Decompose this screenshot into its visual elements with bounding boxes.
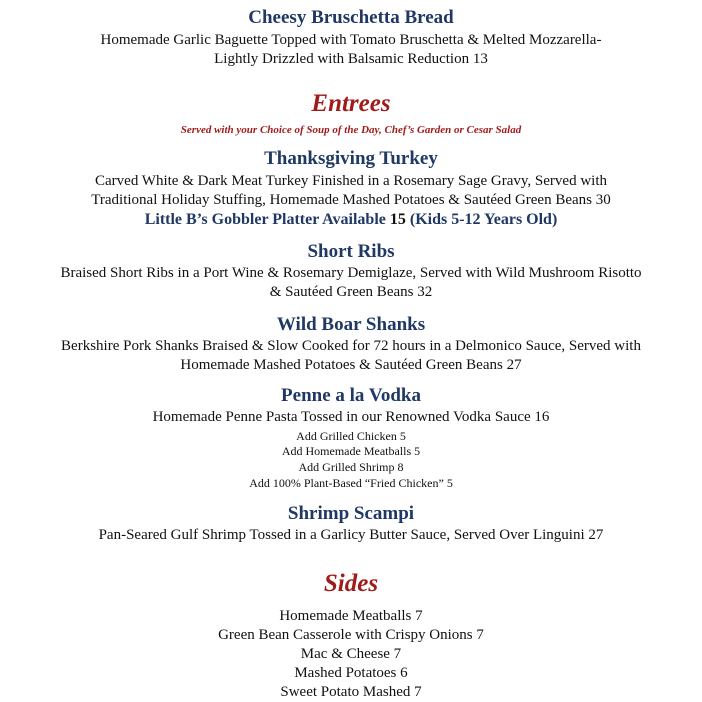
side-item: Mashed Potatoes 6 <box>294 665 408 681</box>
short-ribs-title: Short Ribs <box>307 241 395 262</box>
penne-addon: Add Grilled Shrimp 8 <box>298 460 404 474</box>
side-item: Green Bean Casserole with Crispy Onions 7 <box>218 627 484 643</box>
bruschetta-desc-line-2: Lightly Drizzled with Balsamic Reduction 13 <box>214 51 488 67</box>
gobbler-platter-price: 15 <box>389 211 406 228</box>
entrees-side-note: Served with your Choice of Soup of the Day, Chef’s Garden or Cesar Salad <box>180 124 522 136</box>
turkey-title: Thanksgiving Turkey <box>264 148 438 169</box>
side-item: Mac & Cheese 7 <box>300 646 402 662</box>
short-ribs-desc-line-2: & Sautéed Green Beans 32 <box>269 284 433 300</box>
short-ribs-desc-line-1: Braised Short Ribs in a Port Wine & Rosemary Demiglaze, Served with Wild Mushroom Risotto <box>60 265 642 281</box>
penne-title: Penne a la Vodka <box>281 385 421 406</box>
boar-title: Wild Boar Shanks <box>276 314 426 335</box>
side-item: Homemade Meatballs 7 <box>279 608 423 624</box>
boar-desc-line-1: Berkshire Pork Shanks Braised & Slow Cooked for 72 hours in a Delmonico Sauce, Served with <box>61 338 641 354</box>
penne-addon: Add 100% Plant-Based “Fried Chicken” 5 <box>249 476 453 490</box>
turkey-desc-line-2: Traditional Holiday Stuffing, Homemade Mashed Potatoes & Sautéed Green Beans 30 <box>91 192 611 208</box>
bruschetta-title: Cheesy Bruschetta Bread <box>248 7 454 28</box>
scampi-title: Shrimp Scampi <box>287 503 415 524</box>
penne-desc: Homemade Penne Pasta Tossed in our Renowned Vodka Sauce 16 <box>152 409 550 425</box>
penne-addon: Add Grilled Chicken 5 <box>296 429 406 443</box>
entrees-heading: Entrees <box>311 90 391 117</box>
penne-addon: Add Homemade Meatballs 5 <box>281 444 421 458</box>
gobbler-platter-text: Little B’s Gobbler Platter Available <box>144 211 390 228</box>
gobbler-platter-ages: (Kids 5-12 Years Old) <box>405 211 558 228</box>
bruschetta-desc-line-1: Homemade Garlic Baguette Topped with Tomato Bruschetta & Melted Mozzarella- <box>100 32 602 48</box>
sides-heading: Sides <box>323 570 379 597</box>
boar-desc-line-2: Homemade Mashed Potatoes & Sautéed Green Beans 27 <box>180 357 522 373</box>
turkey-desc-line-1: Carved White & Dark Meat Turkey Finished in a Rosemary Sage Gravy, Served with <box>95 173 607 189</box>
scampi-desc: Pan-Seared Gulf Shrimp Tossed in a Garlicy Butter Sauce, Served Over Linguini 27 <box>98 527 604 543</box>
gobbler-platter-note <box>0 212 702 228</box>
side-item: Sweet Potato Mashed 7 <box>280 684 422 700</box>
